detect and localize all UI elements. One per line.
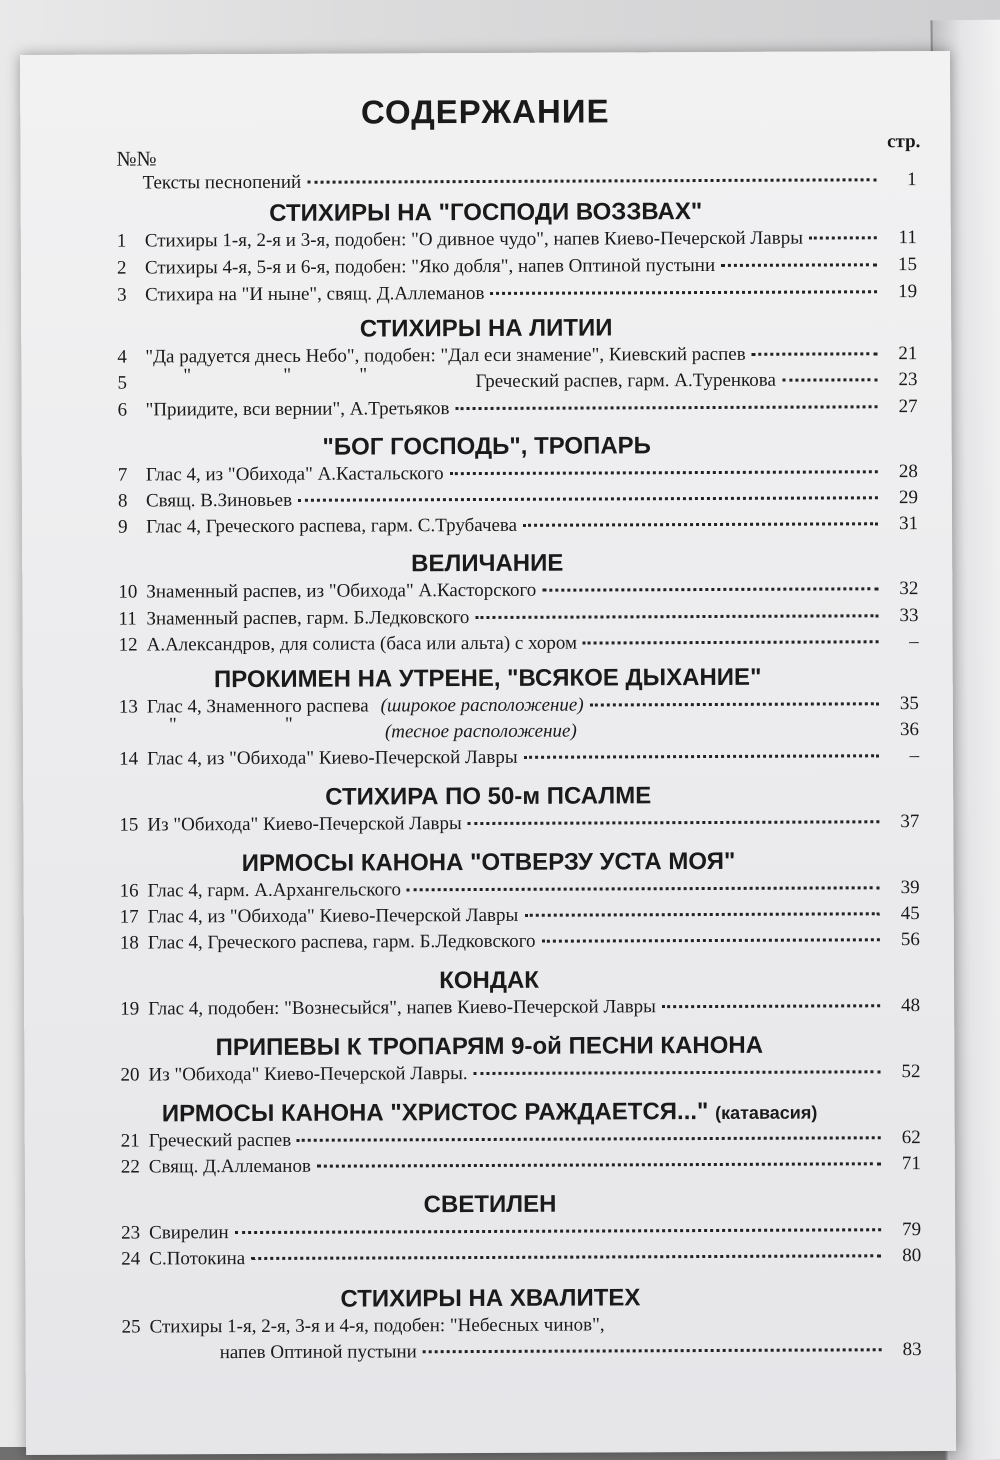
list-item	[143, 169, 917, 198]
leader-dots	[307, 178, 876, 183]
page-title: СОДЕРЖАНИЕ	[20, 91, 950, 133]
entry-number: 10	[118, 581, 146, 603]
leader-dots	[450, 470, 878, 475]
leader-dots	[235, 1228, 881, 1234]
entry-number: 8	[118, 490, 146, 512]
ditto-mark: "	[359, 364, 367, 386]
page-column-label: стр.	[887, 131, 920, 153]
entry-number: 13	[119, 696, 147, 718]
entry-text: Глас 4, Греческого распева, гарм. Б.Ледковского	[148, 931, 536, 955]
entry-text: Стихиры 4-я, 5-я и 6-я, подобен: "Яко добля", напев Оптиной пустыни	[145, 255, 715, 279]
entry-page: 36	[885, 719, 919, 741]
entry-text: Глас 4, гарм. А.Архангельского	[148, 879, 401, 902]
entry-page: 11	[883, 227, 917, 249]
list-item	[118, 605, 918, 634]
entry-number: 25	[122, 1316, 150, 1338]
entry-number: 16	[120, 880, 148, 902]
leader-dots	[542, 938, 880, 942]
list-item	[118, 513, 918, 542]
entry-page: 62	[887, 1127, 921, 1149]
leader-dots	[662, 1004, 880, 1008]
entry-number: 9	[118, 516, 146, 538]
leader-dots	[298, 496, 878, 502]
entry-text: Глас 4, из "Обихода" Киево-Печерской Лавры	[148, 905, 519, 929]
leader-dots	[721, 263, 877, 267]
katavasia-note: (катавасия)	[715, 1103, 817, 1123]
leader-dots	[474, 1070, 881, 1075]
entry-text: Из "Обихода" Киево-Печерской Лавры.	[148, 1063, 467, 1086]
entry-text: напев Оптиной пустыни	[220, 1341, 417, 1364]
entry-text: Стихиры 1-я, 2-я и 3-я, подобен: "О дивное чудо", напев Киево-Печерской Лавры	[145, 228, 803, 253]
list-item	[119, 693, 919, 722]
entry-text: Стихиры 1-я, 2-я, 3-я и 4-я, подобен: "Небесных чинов",	[150, 1314, 605, 1338]
ditto-mark: "	[183, 365, 191, 387]
list-item	[122, 1313, 922, 1342]
entry-page: 39	[886, 877, 920, 899]
entry-number: 22	[121, 1156, 149, 1178]
entry-text: Из "Обихода" Киево-Печерской Лавры	[147, 813, 462, 836]
entry-text: "Да радуется днесь Небо", подобен: "Дал еси знамение", Киевский распев	[145, 344, 745, 369]
entry-text: Свящ. Д.Аллеманов	[149, 1156, 311, 1179]
section-heading: ВЕЛИЧАНИЕ	[22, 548, 952, 580]
entry-text: Знаменный распев, из "Обихода" А.Касторского	[146, 580, 536, 604]
section-heading	[25, 1097, 955, 1129]
entry-text: Глас 4, Греческого распева, гарм. С.Трубачева	[146, 515, 517, 539]
section-heading: СТИХИРА ПО 50-м ПСАЛМЕ	[23, 781, 953, 813]
entry-page: 79	[887, 1219, 921, 1241]
entry-page: 27	[883, 396, 917, 418]
entry-number: 17	[120, 906, 148, 928]
section-heading: ПРОКИМЕН НА УТРЕНЕ, "ВСЯКОЕ ДЫХАНИЕ"	[23, 663, 953, 695]
entry-number: 2	[117, 257, 145, 279]
list-item	[120, 903, 920, 932]
entry-page: 33	[884, 605, 918, 627]
list-item	[120, 877, 920, 906]
leader-dots	[297, 1136, 881, 1142]
entry-page: 28	[884, 461, 918, 483]
entry-page: 21	[883, 343, 917, 365]
entry-page: 48	[886, 995, 920, 1017]
section-heading: "БОГ ГОСПОДЬ", ТРОПАРЬ	[22, 431, 952, 463]
list-item	[119, 631, 919, 660]
list-item	[120, 995, 920, 1024]
entry-text: Глас 4, Знаменного распева	[147, 695, 369, 718]
entry-text: Глас 4, подобен: "Вознесыйся", напев Киево-Печерской Лавры	[148, 996, 656, 1020]
entry-text: Греческий распев, гарм. А.Туренкова	[475, 370, 776, 393]
entry-page: 56	[886, 929, 920, 951]
leader-dots	[524, 754, 879, 759]
entry-text: Знаменный распев, гарм. Б.Ледковского	[146, 607, 469, 630]
entry-text: Стихира на "И ныне", свящ. Д.Аллеманов	[145, 283, 485, 306]
entry-number: 5	[117, 372, 145, 394]
entry-text: Свящ. В.Зиновьев	[146, 490, 292, 513]
list-item	[118, 578, 918, 607]
section-heading-text: ИРМОСЫ КАНОНА "ХРИСТОС РАЖДАЕТСЯ..."	[162, 1098, 709, 1127]
entry-page: 52	[886, 1061, 920, 1083]
list-item	[122, 1339, 922, 1368]
entry-note: (тесное расположение)	[385, 721, 577, 744]
leader-dots	[317, 1162, 881, 1167]
list-item	[121, 1219, 921, 1248]
leader-dots	[782, 378, 877, 381]
section-heading: ПРИПЕВЫ К ТРОПАРЯМ 9-ой ПЕСНИ КАНОНА	[24, 1031, 954, 1063]
entry-page: –	[885, 745, 919, 767]
leader-dots	[752, 352, 878, 356]
entry-number: 4	[117, 346, 145, 368]
leader-dots	[523, 522, 878, 527]
list-item	[121, 1127, 921, 1156]
entry-page: 71	[887, 1153, 921, 1175]
list-item	[120, 1061, 920, 1090]
list-item	[117, 227, 917, 256]
entry-number: 11	[118, 608, 146, 630]
entry-page: 35	[885, 693, 919, 715]
entry-number: 15	[119, 814, 147, 836]
list-item	[117, 343, 917, 372]
entry-text: Глас 4, из "Обихода" Киево-Печерской Лавры	[147, 747, 518, 771]
entry-page: 19	[883, 281, 917, 303]
list-item	[118, 487, 918, 516]
list-item	[121, 1245, 921, 1274]
entry-text: Глас 4, из "Обихода" А.Кастальского	[146, 463, 444, 486]
leader-dots	[251, 1254, 881, 1260]
leader-dots	[468, 820, 880, 825]
entry-page: 37	[885, 811, 919, 833]
leader-space	[583, 728, 879, 732]
section-heading: КОНДАК	[24, 965, 954, 997]
entry-note: (широкое расположение)	[381, 695, 584, 718]
entry-number: 7	[118, 464, 146, 486]
list-item	[121, 1153, 921, 1182]
entry-number: 24	[121, 1248, 149, 1270]
entry-page: –	[885, 631, 919, 653]
entry-page: 32	[884, 578, 918, 600]
leader-dots	[590, 702, 879, 706]
section-heading: СТИХИРЫ НА ЛИТИИ	[21, 313, 951, 345]
leader-dots	[475, 614, 878, 619]
ditto-mark: "	[169, 714, 177, 736]
entry-number: 6	[118, 399, 146, 421]
entry-number: 21	[121, 1130, 149, 1152]
section-heading: СТИХИРЫ НА ХВАЛИТЕХ	[25, 1283, 955, 1315]
leader-dots	[542, 587, 878, 591]
entry-number: 19	[120, 998, 148, 1020]
ditto-mark: "	[283, 365, 291, 387]
entry-page: 1	[883, 169, 917, 191]
entry-text: А.Александров, для солиста (баса или альта) с хором	[147, 633, 578, 657]
entry-page: 80	[887, 1245, 921, 1267]
contents-page	[20, 51, 956, 1455]
entry-page: 15	[883, 254, 917, 276]
list-item	[117, 254, 917, 283]
list-item	[119, 811, 919, 840]
leader-dots	[809, 236, 877, 239]
section-heading: СВЕТИЛЕН	[25, 1189, 955, 1221]
list-item	[118, 461, 918, 490]
entry-text: Тексты песнопений	[143, 172, 302, 195]
list-item	[119, 745, 919, 774]
entry-number: 12	[119, 634, 147, 656]
entry-page: 31	[884, 513, 918, 535]
entry-page: 83	[888, 1339, 922, 1361]
entry-number: 23	[121, 1222, 149, 1244]
number-column-label: №№	[116, 146, 156, 171]
entry-text: "Приидите, вси вернии", А.Третьяков	[146, 398, 450, 421]
section-heading: СТИХИРЫ НА "ГОСПОДИ ВОЗЗВАХ"	[21, 197, 951, 229]
entry-number: 20	[120, 1064, 148, 1086]
leader-dots	[407, 886, 880, 891]
entry-text: С.Потокина	[149, 1248, 245, 1270]
leader-dots	[423, 1348, 882, 1353]
entry-page: 29	[884, 487, 918, 509]
entry-page: 23	[883, 369, 917, 391]
entry-number: 14	[119, 748, 147, 770]
entry-number: 3	[117, 284, 145, 306]
entry-number: 18	[120, 932, 148, 954]
list-item	[120, 929, 920, 958]
list-item	[118, 396, 918, 425]
entry-number: 1	[117, 230, 145, 252]
entry-text: Свирелин	[149, 1222, 229, 1244]
leader-dots	[524, 912, 879, 917]
section-heading: ИРМОСЫ КАНОНА "ОТВЕРЗУ УСТА МОЯ"	[23, 847, 953, 879]
ditto-mark: "	[285, 714, 293, 736]
leader-dots	[455, 405, 877, 410]
entry-text: Греческий распев	[149, 1130, 292, 1153]
list-item	[117, 281, 917, 310]
list-item	[117, 369, 917, 398]
leader-dots	[583, 640, 879, 644]
leader-dots	[490, 290, 877, 295]
entry-page: 45	[886, 903, 920, 925]
list-item	[119, 719, 919, 748]
